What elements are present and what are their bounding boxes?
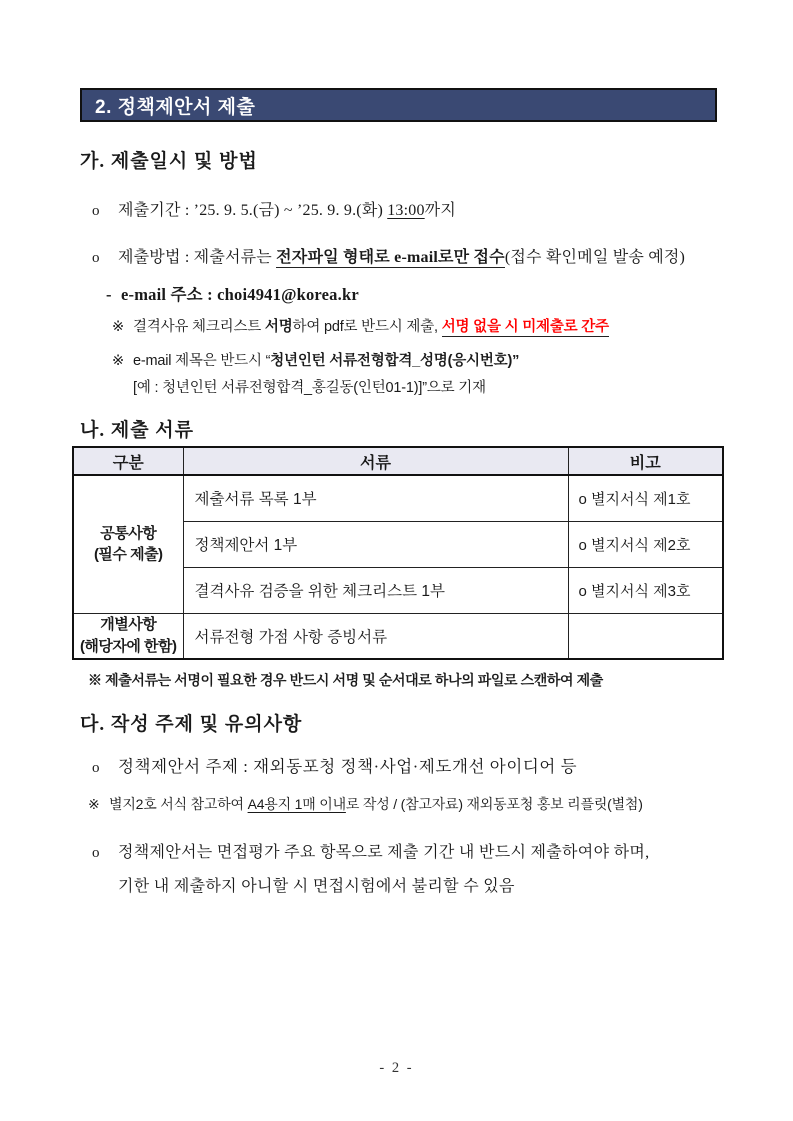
deadline-warning-line — [92, 836, 649, 903]
dash-bullet: - — [106, 285, 112, 304]
header-remark: 비고 — [568, 447, 723, 475]
table-header-row — [73, 447, 723, 475]
remark-cell: o 별지서식 제3호 — [568, 567, 723, 613]
checklist-note-bold: 서명 — [264, 319, 293, 335]
list-bullet: o — [92, 250, 100, 266]
remark-cell: o 별지서식 제2호 — [568, 521, 723, 567]
submission-method-suffix: (접수 확인메일 발송 예정) — [504, 249, 686, 266]
no-signature-warning: 서명 없을 시 미제출로 간주 — [441, 319, 609, 335]
list-bullet: o — [92, 203, 100, 219]
document-cell: 정책제안서 1부 — [183, 521, 568, 567]
reference-marker: ※ — [112, 353, 124, 369]
submission-method-emphasis: 전자파일 형태로 e-mail로만 접수 — [276, 249, 505, 266]
checklist-signature-note — [112, 315, 609, 336]
section-title: 2. 정책제안서 제출 — [95, 96, 256, 118]
checklist-note-text: 결격사유 체크리스트 — [133, 319, 265, 335]
category-individual-line2: (해당자에 한함) — [79, 637, 177, 655]
proposal-topic-text: 정책제안서 주제 : 재외동포청 정책·사업·제도개선 아이디어 등 — [118, 757, 578, 776]
category-individual-line1: 개별사항 — [100, 616, 157, 633]
email-subject-text: e-mail 제목은 반드시 “ — [133, 353, 271, 369]
format-reference-note — [88, 794, 643, 814]
submission-method-line — [92, 244, 685, 267]
submission-method-text: 제출방법 : 제출서류는 — [118, 249, 277, 266]
deadline-warning-line2: 기한 내 제출하지 아니할 시 면접시험에서 불리할 수 있음 — [118, 878, 515, 895]
remark-cell: o 별지서식 제1호 — [568, 475, 723, 521]
remark-cell — [568, 613, 723, 659]
category-common-cell — [73, 475, 183, 613]
proposal-topic-line — [92, 753, 577, 777]
format-note-suffix: 로 작성 / (참고자료) 재외동포청 홍보 리플릿(별첨) — [345, 796, 643, 812]
submission-period-line — [92, 197, 456, 220]
email-address-line — [106, 281, 359, 305]
header-category: 구분 — [73, 447, 183, 475]
email-address-text: e-mail 주소 : choi4941@korea.kr — [121, 285, 359, 304]
submission-period-suffix: 까지 — [424, 202, 456, 219]
heading-submission-date-method: 가. 제출일시 및 방법 — [80, 151, 258, 172]
category-common-line1: 공통사항 — [100, 524, 157, 542]
submission-documents-table — [72, 446, 724, 660]
page-number: - 2 - — [379, 1060, 414, 1076]
format-note-text: 별지2호 서식 참고하여 — [109, 796, 248, 812]
list-bullet: o — [92, 845, 100, 861]
heading-submission-documents: 나. 제출 서류 — [80, 420, 195, 441]
scan-to-single-file-note: ※ 제출서류는 서명이 필요한 경우 반드시 서명 및 순서대로 하나의 파일로 스캔하여 제출 — [88, 672, 603, 688]
table-row — [73, 613, 723, 659]
submission-deadline-time: 13:00 — [387, 202, 425, 219]
submission-period-text: 제출기간 : ’25. 9. 5.(금) ~ ’25. 9. 9.(화) — [118, 202, 388, 219]
document-cell: 서류전형 가점 사항 증빙서류 — [183, 613, 568, 659]
document-cell: 결격사유 검증을 위한 체크리스트 1부 — [183, 567, 568, 613]
email-subject-note — [112, 349, 519, 370]
checklist-note-mid: 하여 pdf로 반드시 제출, — [292, 319, 442, 335]
section-title-bar — [80, 88, 717, 122]
header-document: 서류 — [183, 447, 568, 475]
page-limit-emphasis: A4용지 1매 이내 — [247, 796, 346, 812]
table-row — [73, 475, 723, 521]
reference-marker: ※ — [112, 319, 124, 335]
email-subject-format: 청년인턴 서류전형합격_성명(응시번호)” — [270, 353, 520, 369]
reference-marker: ※ — [88, 796, 100, 812]
category-individual-cell — [73, 613, 183, 659]
category-common-line2: (필수 제출) — [93, 546, 163, 564]
deadline-warning-line1 — [92, 836, 649, 870]
document-cell: 제출서류 목록 1부 — [183, 475, 568, 521]
list-bullet: o — [92, 760, 101, 776]
email-subject-example: [예 : 청년인턴 서류전형합격_홍길동(인턴01-1)]”으로 기재 — [133, 380, 486, 396]
heading-topic-and-notes: 다. 작성 주제 및 유의사항 — [80, 714, 303, 735]
deadline-warning-text1: 정책제안서는 면접평가 주요 항목으로 제출 기간 내 반드시 제출하여야 하며, — [118, 844, 650, 861]
